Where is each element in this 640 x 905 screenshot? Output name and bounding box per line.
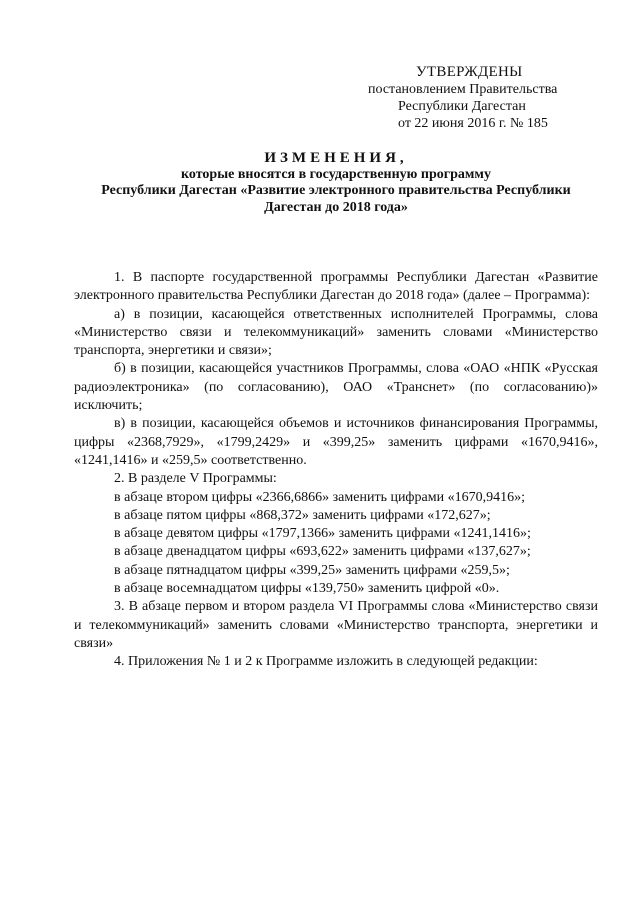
document-title [76,150,596,216]
paragraph-2-line-4: в абзаце двенадцатом цифры «693,622» заменить цифрами «137,627»; [114,544,531,560]
approval-line-3: от 22 июня 2016 г. № 185 [398,116,548,131]
paragraph-1: 1. В паспорте государственной программы Республики Дагестан «Развитие электронного правительства Республики Дагестан до 2018 года» (далее – Программа): [74,270,598,304]
paragraph-2-line-6: в абзаце восемнадцатом цифры «139,750» заменить цифрой «0». [114,581,500,597]
paragraph-2-line-5: в абзаце пятнадцатом цифры «399,25» заменить цифрами «259,5»; [114,562,510,578]
approval-block [340,64,600,132]
title-line-3: Дагестан до 2018 года» [264,199,408,215]
title-line-2: Республики Дагестан «Развитие электронного правительства Республики [101,183,571,198]
paragraph-2-line-3: в абзаце девятом цифры «1797,1366» заменить цифрами «1241,1416»; [114,526,531,542]
approval-heading: УТВЕРЖДЕНЫ [416,64,523,80]
title-line-1: которые вносятся в государственную программу [181,166,491,182]
paragraph-2-line-1: в абзаце втором цифры «2366,6866» заменить цифрами «1670,9416»; [114,489,525,505]
paragraph-1c: в) в позиции, касающейся объемов и источников финансирования Программы, цифры «2368,7929», «1799,2429» и «399,25» заменить цифрами «1670,9416», «1241,1416» и «259,5» соответственно. [74,416,598,468]
document-body [74,269,598,672]
paragraph-2: 2. В разделе V Программы: [114,471,277,487]
approval-line-1: постановлением Правительства [368,82,558,97]
paragraph-1b: б) в позиции, касающейся участников Программы, слова «ОАО «НПК «Русская радиоэлектроника» (по согласованию), ОАО «Транснет» (по согласованию)» исключить; [74,361,598,414]
paragraph-4: 4. Приложения № 1 и 2 к Программе изложить в следующей редакции: [114,654,538,670]
paragraph-1a: а) в позиции, касающейся ответственных исполнителей Программы, слова «Министерство связи и телекоммуникаций» заменить словами «Министерство транспорта, энергетики и связи»; [74,306,598,359]
approval-line-2: Республики Дагестан [398,99,526,114]
paragraph-2-line-2: в абзаце пятом цифры «868,372» заменить цифрами «172,627»; [114,507,491,523]
paragraph-3: 3. В абзаце первом и втором раздела VI Программы слова «Министерство связи и телекоммуникаций» заменить словами «Министерство транспорта, энергетики и связи» [74,599,598,651]
title-line-0: ИЗМЕНЕНИЯ, [264,150,408,166]
